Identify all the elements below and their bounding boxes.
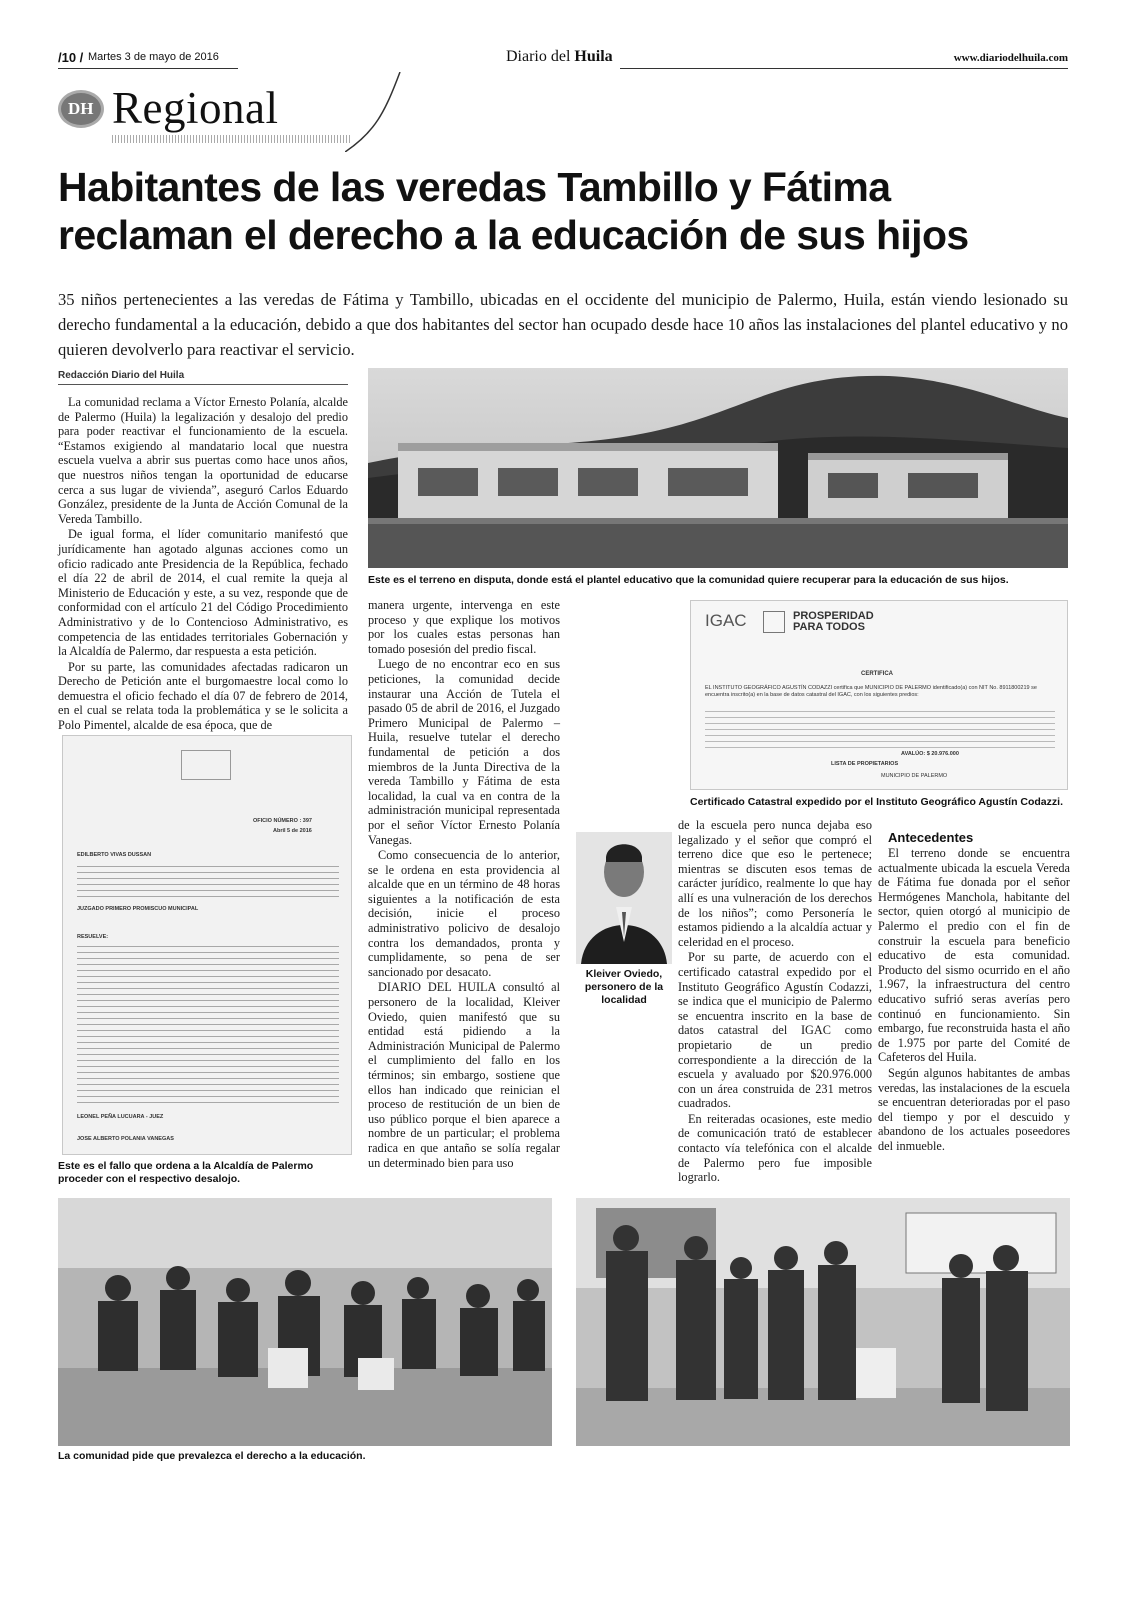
section-swoosh bbox=[345, 72, 405, 152]
page-header bbox=[58, 50, 1068, 68]
certificate-owner: MUNICIPIO DE PALERMO bbox=[881, 773, 948, 779]
section-logo: DH bbox=[58, 90, 104, 128]
igac-seal bbox=[763, 611, 785, 633]
school-photo-caption: Este es el terreno en disputa, donde está el plantel educativo que la comunidad quiere recuperar para la educación de sus hijos. bbox=[368, 574, 1009, 586]
certificate-caption: Certificado Catastral expedido por el Instituto Geográfico Agustín Codazzi. bbox=[690, 796, 1063, 808]
article-column-1: La comunidad reclama a Víctor Ernesto Polanía, alcalde de Palermo (Huila) la legalización y desalojo del predio para poder reactivar el funcionamiento de la escuela. “Estamos exigiendo al mandatario local que nuestra escuela vuelva a abrir sus puertas como hace unos años, que nuestros niños tengan la oportunidad de educarse cerca a sus lugar de vivienda”, aseguró Carlos Eduardo González, presidente de la Junta de Acción Comunal de la Vereda Tambillo. De igual forma, el líder comunitario manifestó que jurídicamente han agotado algunas acciones como un oficio radicado ante Presidencia de la República, fechado el día 22 de abril de 2014, el cual remite la queja al Ministerio de Educación y este, a su vez, responde que de conformidad con el artículo 21 del Código Procedimiento Administrativo y de lo Contencioso Administrativo, es competencia de las entidades territoriales Gobernación y la Alcaldía de Palermo, dar respuesta a esta petición. Por su parte, las comunidades afectadas radicaron un Derecho de Petición ante el burgomaestre local como lo demuestra el oficio fechado el día 07 de febrero de 2014, en el cual se relata toda la problemática y se le solicita a Polo Pimentel, alcalde de esa época, que de bbox=[58, 395, 348, 733]
headline: Habitantes de las veredas Tambillo y Fátima reclaman el derecho a la educación de sus hijos bbox=[58, 164, 969, 258]
website-url[interactable]: www.diariodelhuila.com bbox=[953, 52, 1068, 64]
section-rule bbox=[112, 135, 352, 143]
certificate-body: EL INSTITUTO GEOGRÁFICO AGUSTÍN CODAZZI certifica que MUNICIPIO DE PALERMO identificado(a) con NIT No. 8911800219 se encuentra inscrito(a) en la base de datos catastral del IGAC, con los siguientes predios: bbox=[705, 685, 1037, 698]
byline: Redacción Diario del Huila bbox=[58, 370, 185, 381]
ruling-resuelve: RESUELVE: bbox=[77, 934, 109, 940]
certificate-document-image bbox=[690, 600, 1068, 790]
ruling-signature: LEONEL PEÑA LUCUARA - JUEZ bbox=[77, 1114, 164, 1120]
prosperidad-logo: PROSPERIDAD PARA TODOS bbox=[793, 610, 874, 633]
article-column-3: de la escuela pero nunca dejaba eso legalizado y el señor que compró el terreno dice que eso le pertenece; mientras se discuten esos temas de carácter jurídico, realmente lo que hay allí es una vulneración de los derechos de los niños”; como Personería le estamos pidiendo a la alcaldía actuar y celeridad en el proceso. Por su parte, de acuerdo con el certificado catastral expedido por el Instituto Geográfico Agustín Codazzi, se indica que el municipio de Palermo se encuentra inscrito en la base de datos catastral del IGAC como propietario de un predio correspondiente a la dirección de la escuela y avaluado por $20.976.000 con un área construida de 231 metros cuadrados. En reiteradas ocasiones, este medio de comunicación trató de establecer contacto vía telefónica con el alcalde de Palermo pero fue imposible lograrlo. bbox=[678, 818, 872, 1185]
certificate-avaluo: AVALÚO: $ 20.976.000 bbox=[901, 751, 959, 757]
ruling-recipient: EDILBERTO VIVAS DUSSAN bbox=[77, 852, 152, 858]
community-meeting-photo-2 bbox=[576, 1198, 1070, 1446]
ruling-oficio: OFICIO NÚMERO : 397 bbox=[253, 818, 312, 824]
page-date: Martes 3 de mayo de 2016 bbox=[88, 51, 219, 63]
ruling-court: JUZGADO PRIMERO PROMISCUO MUNICIPAL bbox=[77, 906, 199, 912]
ruling-caption: Este es el fallo que ordena a la Alcaldía de Palermo proceder con el respectivo desalojo. bbox=[58, 1160, 314, 1185]
ruling-date: Abril 5 de 2016 bbox=[273, 828, 312, 834]
article-column-2: manera urgente, intervenga en este proceso y que explique los motivos por los cuales estas personas han tomado posesión del predio fiscal. Luego de no encontrar eco en sus peticiones, la comunidad decide instaurar una Acción de Tutela el pasado 05 de abril de 2016, el Juzgado Primero Municipal de Palermo – Huila, resuelve tutelar el derecho fundamental de petición a dos miembros de la Junta Directiva de la vereda Tambillo y Fátima de esta localidad, la cual va en contra de la administración municipal representada por el señor Víctor Ernesto Polanía Vanegas. Como consecuencia de lo anterior, se le ordena en esta providencia al alcalde que en un término de 48 horas siguientes a la notificación de esta decisión, inicie el proceso administrativo policivo de desalojo contra los demandados, pronta y cumplidamente, so pena de ser sancionado por desacato. DIARIO DEL HUILA consultó al personero de la localidad, Kleiver Oviedo, quien manifestó que su entidad está pidiendo a la Administración Municipal de Palermo el cumplimiento del fallo en los términos; sin embargo, sostiene que ellos han indicado que reinician el proceso de restitución de un bien de uso público porque el bien aparece a nombre de un particular; el problema radica en que antaño se solía regalar un determinado bien para uso bbox=[368, 598, 560, 1170]
kleiver-oviedo-portrait bbox=[576, 832, 672, 964]
ruling-document-image bbox=[62, 735, 352, 1155]
antecedentes-heading: Antecedentes bbox=[888, 830, 974, 845]
ruling-text-lines-2 bbox=[77, 946, 339, 1106]
certificate-heading: CERTIFICA bbox=[861, 671, 893, 677]
page-number: /10 / bbox=[58, 50, 84, 65]
ruling-seal bbox=[181, 750, 231, 780]
ruling-text-lines bbox=[77, 866, 339, 901]
community-caption: La comunidad pide que prevalezca el derecho a la educación. bbox=[58, 1450, 366, 1462]
header-rule-right bbox=[620, 68, 1068, 69]
certificate-fields bbox=[705, 711, 1055, 751]
lead-paragraph: 35 niños pertenecientes a las veredas de Fátima y Tambillo, ubicadas en el occidente del municipio de Palermo, Huila, están viendo lesionado su derecho fundamental a la educación, debido a que dos habitantes del sector han ocupado desde hace 10 años las instalaciones del plantel educativo y no quieren devolverlo para reactivar el servicio. bbox=[58, 290, 1068, 359]
section-title: Regional bbox=[112, 83, 279, 133]
certificate-owners-title: LISTA DE PROPIETARIOS bbox=[831, 761, 899, 767]
paper-name: Diario del Huila bbox=[506, 48, 613, 65]
portrait-caption: Kleiver Oviedo, personero de la localidad bbox=[584, 968, 664, 1006]
igac-logo: IGAC bbox=[705, 611, 747, 630]
ruling-secretary: JOSE ALBERTO POLANIA VANEGAS bbox=[77, 1136, 174, 1142]
school-photo bbox=[368, 368, 1068, 568]
byline-rule bbox=[58, 384, 348, 385]
article-column-4: El terreno donde se encuentra actualmente ubicada la escuela Vereda de Fátima fue donada por el señor Hermógenes Manchola, habitante del sector, quien otorgó al municipio de Palermo el predio con el fin de construir la escuela para beneficio educativo de esta comunidad. Producto del sismo ocurrido en el año 1.967, la infraestructura del centro educativo sufrió seras averías pero continuó en funcionamiento. Sin embargo, fue reconstruida hasta el año de 1.975 por parte del Comité de Cafeteros del Huila. Según algunos habitantes de ambas veredas, las instalaciones de la escuela se encuentran deterioradas por el paso del tiempo y por el descuido y abandono de los actuales poseedores del inmueble. bbox=[878, 846, 1070, 1153]
header-rule bbox=[58, 68, 238, 69]
community-meeting-photo-1 bbox=[58, 1198, 552, 1446]
